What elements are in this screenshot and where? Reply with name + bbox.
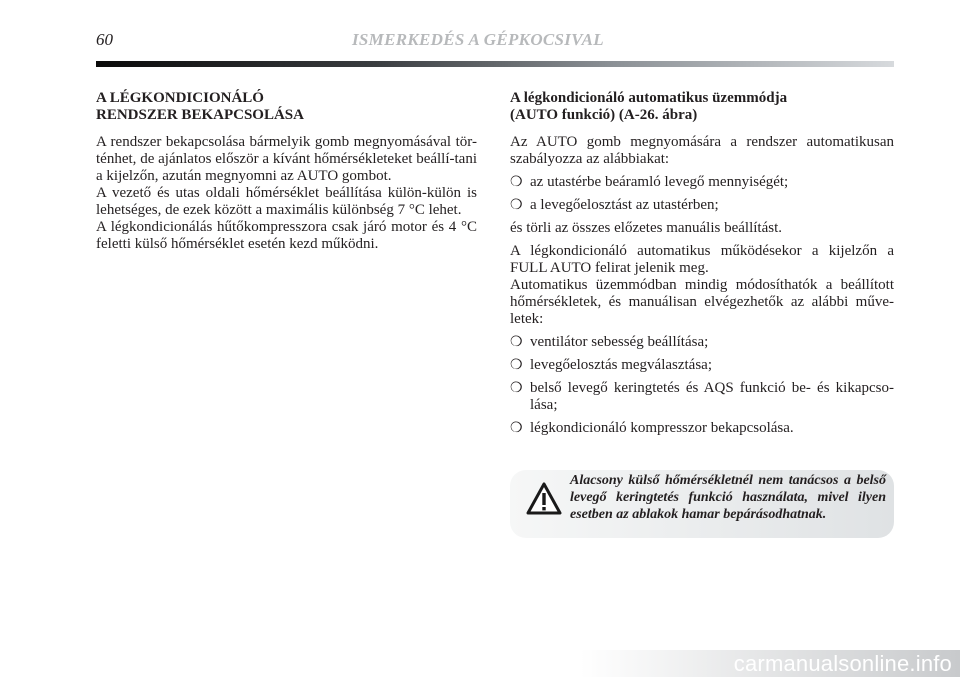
right-heading-line-2: (AUTO funkció) (A-26. ábra) bbox=[510, 107, 698, 123]
list-item bbox=[510, 420, 894, 437]
list-item bbox=[510, 174, 894, 191]
list-item bbox=[510, 380, 894, 414]
intro-paragraph: Az AUTO gomb megnyomására a rendszer automatikusan szabályozza az alábbiakat: bbox=[510, 134, 894, 167]
watermark-text: carmanualsonline.info bbox=[733, 651, 952, 676]
bullet-circle-icon: ❍ bbox=[510, 358, 523, 373]
left-column bbox=[96, 90, 477, 253]
reset-paragraph: és törli az összes előzetes manuális beállítást. bbox=[510, 220, 782, 236]
bullet-circle-icon: ❍ bbox=[510, 381, 523, 396]
left-paragraph-2: A vezető és utas oldali hőmérséklet beállítása külön-külön is lehetséges, de ezek között a maximális különbség 7 °C lehet. bbox=[96, 185, 477, 218]
list-item-text: belső levegő keringtetés és AQS funkció be- és kikapcso-lása; bbox=[530, 380, 894, 413]
warning-triangle-icon bbox=[526, 482, 562, 516]
left-heading bbox=[96, 90, 477, 124]
warning-box bbox=[510, 470, 894, 538]
list-item-text: légkondicionáló kompresszor bekapcsolása. bbox=[530, 420, 794, 436]
right-column bbox=[510, 90, 894, 437]
left-paragraph-3: A légkondicionálás hűtőkompresszora csak járó motor és 4 °C feletti külső hőmérséklet esetén kezd működni. bbox=[96, 219, 477, 252]
bullet-circle-icon: ❍ bbox=[510, 335, 523, 350]
bullet-circle-icon: ❍ bbox=[510, 421, 523, 436]
left-paragraph-1: A rendszer bekapcsolása bármelyik gomb megnyomásával tör-ténhet, de ajánlatos először a kívánt hőmérsékleteket beállí-tani a kijelzőn, azután megnyomni az AUTO gombot. bbox=[96, 134, 477, 184]
list-item bbox=[510, 334, 894, 351]
right-heading-line-1: A légkondicionáló automatikus üzemmódja bbox=[510, 90, 788, 106]
warning-text: Alacsony külső hőmérsékletnél nem tanácsos a belső levegő keringtetés funkció használata, mivel ilyen esetben az ablakok hamar bepárásodhatnak. bbox=[570, 473, 886, 522]
full-auto-paragraph: A légkondicionáló automatikus működésekor a kijelzőn a FULL AUTO felirat jelenik meg. bbox=[510, 243, 894, 276]
bullet-circle-icon: ❍ bbox=[510, 198, 523, 213]
list-item-text: a levegőelosztást az utastérben; bbox=[530, 197, 719, 213]
list-item bbox=[510, 197, 894, 214]
auto-mode-paragraph: Automatikus üzemmódban mindig módosíthatók a beállított hőmérsékletek, és manuálisan elvégezhetők az alábbi műve-letek: bbox=[510, 277, 894, 327]
left-heading-line-2: RENDSZER BEKAPCSOLÁSA bbox=[96, 107, 304, 123]
page-number: 60 bbox=[96, 30, 113, 49]
right-heading bbox=[510, 90, 894, 124]
watermark bbox=[580, 650, 960, 677]
left-heading-line-1: A LÉGKONDICIONÁLÓ bbox=[96, 90, 264, 106]
list-item bbox=[510, 357, 894, 374]
list-item-text: az utastérbe beáramló levegő mennyiségét; bbox=[530, 174, 789, 190]
list-item-text: ventilátor sebesség beállítása; bbox=[530, 334, 709, 350]
list-item-text: levegőelosztás megválasztása; bbox=[530, 357, 713, 373]
header-divider bbox=[96, 61, 894, 67]
section-title: ISMERKEDÉS A GÉPKOCSIVAL bbox=[352, 30, 604, 49]
bullet-circle-icon: ❍ bbox=[510, 175, 523, 190]
